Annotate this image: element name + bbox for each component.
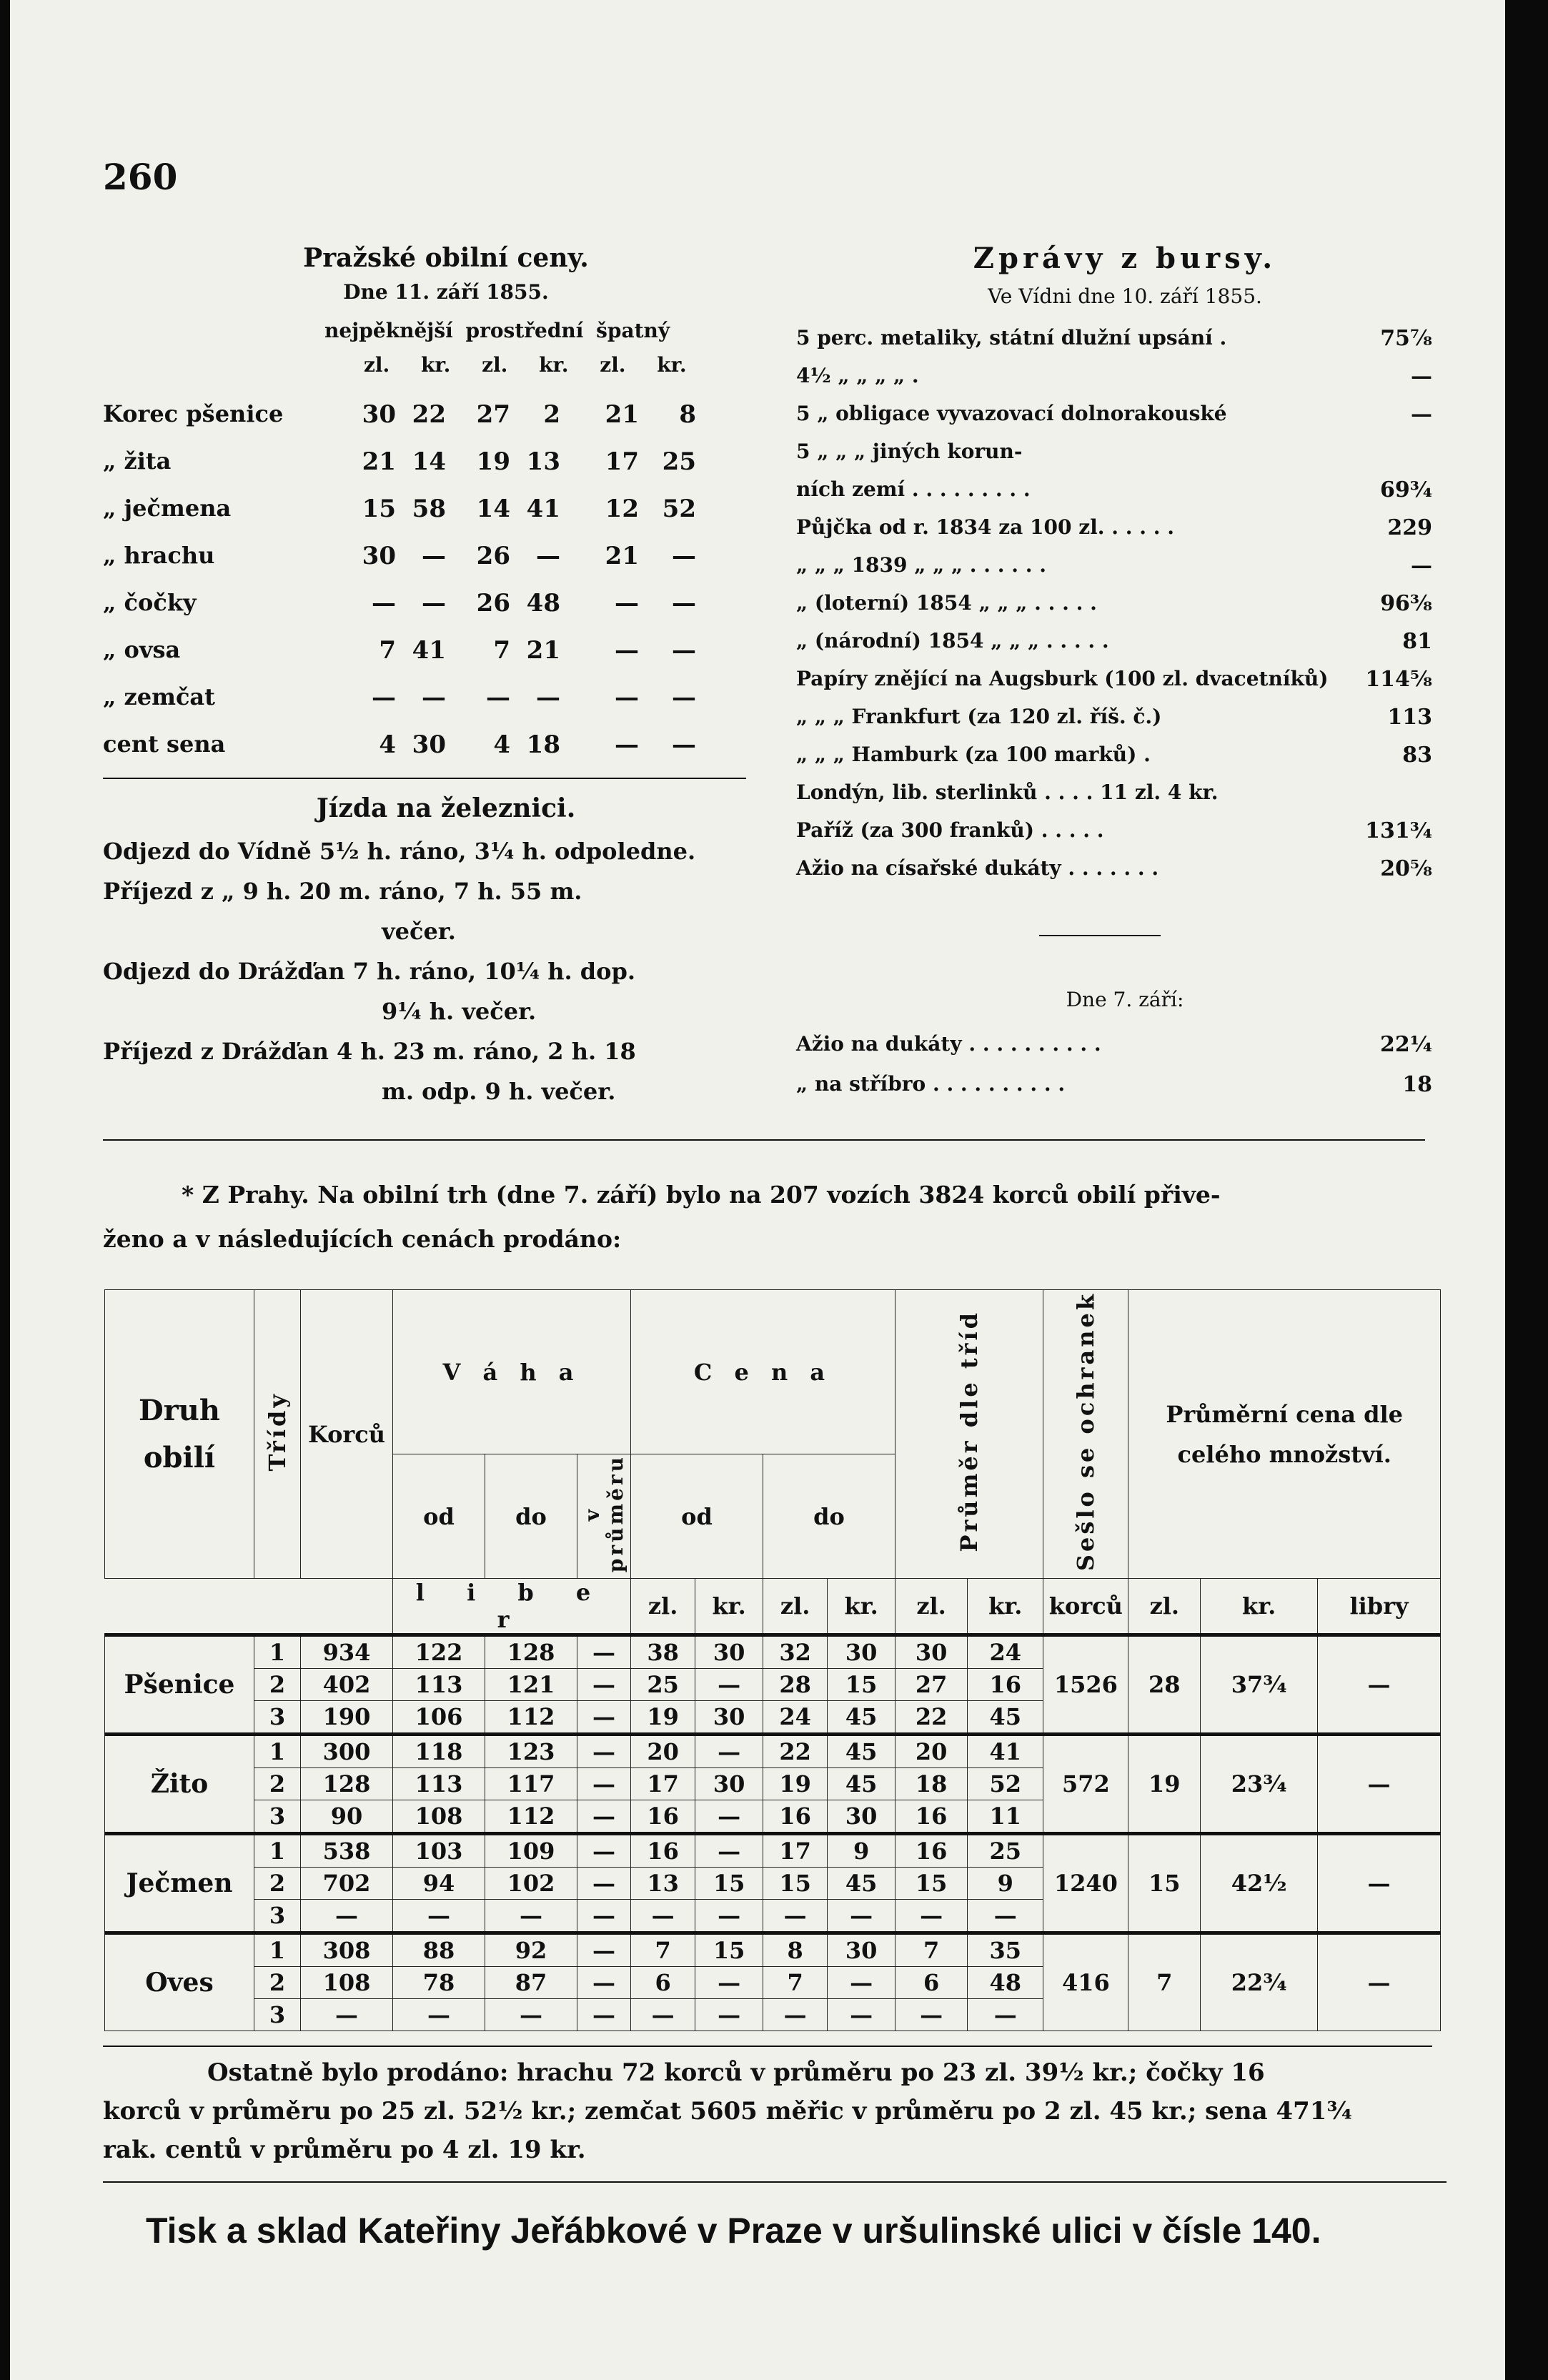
imprint: Tisk a sklad Kateřiny Jeřábkové v Praze v uršulinské ulici v čísle 140.: [146, 2211, 1321, 2251]
table-cell: 6: [895, 1967, 968, 1999]
grain-value: 41: [412, 636, 446, 665]
table-summary: —: [1318, 1834, 1441, 1933]
table-cell: 538: [301, 1834, 393, 1868]
spacer: [105, 1579, 393, 1635]
table-cell: 15: [763, 1868, 828, 1900]
table-cell: 25: [968, 1834, 1043, 1868]
table-cell: 308: [301, 1933, 393, 1967]
rail-line: Příjezd z „ 9 h. 20 m. ráno, 7 h. 55 m.: [103, 878, 582, 905]
table-summary: 22¾: [1201, 1933, 1318, 2031]
divider: [103, 2181, 1447, 2183]
bourse-value: —: [1411, 364, 1432, 389]
table-summary: 23¾: [1201, 1735, 1318, 1834]
grain-value: —: [372, 589, 396, 618]
grain-value: 30: [362, 542, 396, 570]
grain-value: —: [486, 683, 510, 712]
grain-value: —: [372, 683, 396, 712]
bourse-value: 229: [1387, 515, 1432, 540]
table-cell: 30: [895, 1635, 968, 1669]
grain-value: —: [615, 589, 639, 618]
grain-name: Žito: [105, 1735, 254, 1834]
table-summary: 1240: [1043, 1834, 1128, 1933]
bourse-value: 69¾: [1379, 477, 1432, 502]
table-cell: 19: [631, 1701, 695, 1735]
table-summary: 19: [1128, 1735, 1201, 1834]
table-summary: 28: [1128, 1635, 1201, 1735]
header-vaha: V á h a: [393, 1290, 631, 1454]
table-cell: —: [577, 1967, 631, 1999]
table-cell: 122: [393, 1635, 485, 1669]
table-cell: 35: [968, 1933, 1043, 1967]
table-cell: —: [695, 1834, 763, 1868]
table-cell: 28: [763, 1669, 828, 1701]
table-cell: 94: [393, 1868, 485, 1900]
table-cell: 190: [301, 1701, 393, 1735]
table-cell: 41: [968, 1735, 1043, 1768]
table-cell: —: [577, 1635, 631, 1669]
header-od: od: [393, 1454, 485, 1579]
grain-value: 58: [412, 495, 446, 523]
bourse-text: „ „ „ Frankfurt (za 120 zl. říš. č.): [796, 705, 1162, 728]
grain-value: 4: [379, 730, 396, 759]
table-cell: 128: [301, 1768, 393, 1800]
grain-name: Pšenice: [105, 1635, 254, 1735]
table-cell: 87: [485, 1967, 577, 1999]
bourse-value: 20⅝: [1380, 856, 1432, 881]
table-cell: 30: [695, 1768, 763, 1800]
table-summary: 15: [1128, 1834, 1201, 1933]
unit: zl.: [763, 1579, 828, 1635]
grain-label: „ čočky: [103, 589, 197, 616]
grain-value: 21: [526, 636, 560, 665]
table-cell: 16: [968, 1669, 1043, 1701]
table-cell: 702: [301, 1868, 393, 1900]
rail-line: večer.: [382, 918, 456, 945]
grain-head1: nejpěknější prostřední špatný: [324, 319, 670, 342]
table-cell: —: [485, 1900, 577, 1933]
table-cell: 2: [254, 1967, 301, 1999]
divider: [103, 1139, 1425, 1141]
table-cell: 20: [631, 1735, 695, 1768]
table-cell: 45: [828, 1768, 895, 1800]
table-cell: 27: [895, 1669, 968, 1701]
table-cell: 30: [695, 1701, 763, 1735]
table-cell: 16: [895, 1800, 968, 1834]
grain-value: 48: [526, 589, 560, 618]
table-cell: 15: [695, 1933, 763, 1967]
table-cell: 128: [485, 1635, 577, 1669]
table-cell: 7: [895, 1933, 968, 1967]
table-cell: 1: [254, 1834, 301, 1868]
table-cell: 121: [485, 1669, 577, 1701]
intro-line1: * Z Prahy. Na obilní trh (dne 7. září) bylo na 207 vozích 3824 korců obilí přive-: [182, 1181, 1221, 1209]
table-cell: 45: [828, 1701, 895, 1735]
unit: libry: [1318, 1579, 1441, 1635]
bourse-text: „ „ „ Hamburk (za 100 marků) .: [796, 743, 1151, 766]
grain-value: 30: [362, 400, 396, 429]
table-summary: 1526: [1043, 1635, 1128, 1735]
table-cell: 30: [695, 1635, 763, 1669]
table-cell: 112: [485, 1800, 577, 1834]
table-cell: —: [763, 1999, 828, 2031]
grain-value: —: [672, 636, 696, 665]
grain-value: —: [672, 730, 696, 759]
bourse-value: —: [1411, 402, 1432, 427]
table-cell: 90: [301, 1800, 393, 1834]
intro-line2: ženo a v následujících cenách prodáno:: [103, 1225, 622, 1253]
rail-line: m. odp. 9 h. večer.: [382, 1078, 616, 1105]
footnote-line3: rak. centů v průměru po 4 zl. 19 kr.: [103, 2136, 586, 2164]
table-cell: 402: [301, 1669, 393, 1701]
unit: kr.: [828, 1579, 895, 1635]
table-cell: —: [393, 1900, 485, 1933]
table-row: [105, 1933, 1441, 1967]
table-cell: 2: [254, 1768, 301, 1800]
table-cell: 15: [828, 1669, 895, 1701]
table-cell: 45: [828, 1868, 895, 1900]
grain-value: 26: [476, 589, 510, 618]
table-cell: 3: [254, 1701, 301, 1735]
grain-label: „ ječmena: [103, 495, 232, 522]
table-cell: 15: [695, 1868, 763, 1900]
table-cell: —: [828, 1999, 895, 2031]
table-row: [105, 1735, 1441, 1768]
table-cell: 118: [393, 1735, 485, 1768]
grain-value: 15: [362, 495, 396, 523]
table-cell: —: [577, 1701, 631, 1735]
grain-value: 21: [362, 447, 396, 476]
table-cell: —: [695, 1735, 763, 1768]
header-cena-do: do: [763, 1454, 895, 1579]
table-cell: 6: [631, 1967, 695, 1999]
table-cell: —: [828, 1967, 895, 1999]
page: [10, 0, 1505, 2380]
table-cell: —: [577, 1999, 631, 2031]
bourse-title: Zprávy z bursy.: [973, 242, 1277, 275]
grain-value: 52: [662, 495, 696, 523]
header-prum-cena: Průměrní cena dle celého množství.: [1128, 1290, 1441, 1579]
grain-value: 18: [526, 730, 560, 759]
bourse-text: 5 „ obligace vyvazovací dolnorakouské: [796, 402, 1227, 425]
bourse-text: Ažio na dukáty . . . . . . . . . .: [796, 1032, 1101, 1056]
grain-value: —: [422, 683, 446, 712]
grain-label: cent sena: [103, 730, 226, 758]
table-cell: —: [577, 1834, 631, 1868]
table-cell: 78: [393, 1967, 485, 1999]
grain-value: 8: [679, 400, 696, 429]
grain-value: —: [615, 730, 639, 759]
bourse-text: Londýn, lib. sterlinků . . . . 11 zl. 4 kr.: [796, 780, 1219, 804]
grain-value: 7: [379, 636, 396, 665]
rail-line: Odjezd do Vídně 5½ h. ráno, 3¼ h. odpoledne.: [103, 838, 696, 865]
bourse-value: 113: [1387, 705, 1432, 730]
divider: [103, 778, 746, 779]
bourse-text: 5 perc. metaliky, státní dlužní upsání .: [796, 326, 1227, 349]
grain-value: 7: [493, 636, 510, 665]
table-cell: 103: [393, 1834, 485, 1868]
bourse-value: 81: [1402, 629, 1432, 654]
bourse-text: „ (národní) 1854 „ „ „ . . . . .: [796, 629, 1109, 653]
table-row: [105, 1635, 1441, 1669]
grain-value: —: [536, 542, 560, 570]
table-summary: 42½: [1201, 1834, 1318, 1933]
footnote-line1: Ostatně bylo prodáno: hrachu 72 korců v průměru po 23 zl. 39½ kr.; čočky 16: [207, 2058, 1265, 2087]
grain-value: —: [422, 542, 446, 570]
grain-name: Ječmen: [105, 1834, 254, 1933]
table-cell: 18: [895, 1768, 968, 1800]
table-cell: 3: [254, 1999, 301, 2031]
grain-label: „ zemčat: [103, 683, 215, 710]
table-summary: —: [1318, 1933, 1441, 2031]
grain-value: —: [672, 683, 696, 712]
table-cell: —: [695, 1900, 763, 1933]
table-cell: —: [631, 1900, 695, 1933]
bourse-text: „ na stříbro . . . . . . . . . .: [796, 1072, 1066, 1096]
unit: zl.: [1128, 1579, 1201, 1635]
grain-name: Oves: [105, 1933, 254, 2031]
bourse-text: Ažio na císařské dukáty . . . . . . .: [796, 856, 1159, 880]
grain-value: 21: [605, 542, 639, 570]
table-cell: 2: [254, 1868, 301, 1900]
table-summary: —: [1318, 1635, 1441, 1735]
table-cell: 16: [895, 1834, 968, 1868]
header-seslo: Sešlo se ochranek: [1043, 1290, 1128, 1579]
table-cell: —: [577, 1735, 631, 1768]
table-cell: 123: [485, 1735, 577, 1768]
table-cell: —: [695, 1967, 763, 1999]
table-cell: 102: [485, 1868, 577, 1900]
table-cell: —: [393, 1999, 485, 2031]
table-cell: 22: [763, 1735, 828, 1768]
bourse-text: ních zemí . . . . . . . . .: [796, 477, 1031, 501]
table-summary: —: [1318, 1735, 1441, 1834]
grain-value: —: [615, 683, 639, 712]
rail-title: Jízda na železnici.: [316, 793, 576, 823]
table-cell: —: [695, 1800, 763, 1834]
grain-date: Dne 11. září 1855.: [343, 280, 549, 304]
table-cell: 22: [895, 1701, 968, 1735]
unit: kr.: [695, 1579, 763, 1635]
table-summary: 7: [1128, 1933, 1201, 2031]
bourse-subtitle: Ve Vídni dne 10. září 1855.: [988, 284, 1262, 308]
table-cell: 45: [968, 1701, 1043, 1735]
table-cell: —: [577, 1800, 631, 1834]
header-korcu: Korců: [301, 1290, 393, 1579]
grain-value: —: [422, 589, 446, 618]
table-cell: 8: [763, 1933, 828, 1967]
table-summary: 37¾: [1201, 1635, 1318, 1735]
table-cell: 113: [393, 1768, 485, 1800]
grain-value: 26: [476, 542, 510, 570]
header-tridy: Třídy: [254, 1290, 301, 1579]
bourse-value: 131¾: [1365, 818, 1432, 843]
table-cell: 9: [828, 1834, 895, 1868]
table-cell: —: [695, 1999, 763, 2031]
table-cell: 24: [968, 1635, 1043, 1669]
header-cena: C e n a: [631, 1290, 895, 1454]
header-prumer: Průměr dle tříd: [895, 1290, 1043, 1579]
table-cell: 7: [763, 1967, 828, 1999]
table-cell: 15: [895, 1868, 968, 1900]
grain-value: 22: [412, 400, 446, 429]
grain-head2: zl. kr. zl. kr. zl. kr.: [364, 353, 687, 377]
table-cell: 30: [828, 1635, 895, 1669]
table-cell: —: [895, 1999, 968, 2031]
table-row: [105, 1834, 1441, 1868]
table-cell: —: [895, 1900, 968, 1933]
bourse-text: 5 „ „ „ jiných korun-: [796, 440, 1023, 463]
table-cell: 38: [631, 1635, 695, 1669]
table-cell: 9: [968, 1868, 1043, 1900]
table-cell: 16: [631, 1834, 695, 1868]
grain-value: 2: [543, 400, 560, 429]
rail-line: 9¼ h. večer.: [382, 998, 537, 1025]
grain-value: 14: [476, 495, 510, 523]
grain-label: „ žita: [103, 447, 172, 475]
grain-value: 14: [412, 447, 446, 476]
bourse-value: 18: [1402, 1072, 1432, 1097]
page-number: 260: [103, 156, 178, 198]
table-cell: —: [577, 1768, 631, 1800]
header-vprumeru: v průměru: [577, 1454, 631, 1579]
grain-value: 41: [526, 495, 560, 523]
table-cell: 108: [393, 1800, 485, 1834]
table-cell: 3: [254, 1800, 301, 1834]
unit: zl.: [895, 1579, 968, 1635]
unit: kr.: [1201, 1579, 1318, 1635]
grain-value: —: [672, 589, 696, 618]
table-cell: 300: [301, 1735, 393, 1768]
header-druh: Druh obilí: [105, 1290, 254, 1579]
rail-line: Příjezd z Drážďan 4 h. 23 m. ráno, 2 h. 18: [103, 1038, 636, 1065]
grain-value: —: [615, 636, 639, 665]
table-cell: 92: [485, 1933, 577, 1967]
table-cell: 48: [968, 1967, 1043, 1999]
grain-value: 17: [605, 447, 639, 476]
bourse-text: Papíry znějící na Augsburk (100 zl. dvacetníků): [796, 667, 1329, 690]
table-cell: 25: [631, 1669, 695, 1701]
table-cell: 1: [254, 1635, 301, 1669]
bourse-text: Paříž (za 300 franků) . . . . .: [796, 818, 1104, 842]
table-cell: 30: [828, 1933, 895, 1967]
table-cell: —: [968, 1900, 1043, 1933]
table-cell: 3: [254, 1900, 301, 1933]
unit: zl.: [631, 1579, 695, 1635]
table-cell: 7: [631, 1933, 695, 1967]
table-cell: 109: [485, 1834, 577, 1868]
grain-title: Pražské obilní ceny.: [303, 243, 589, 273]
table-cell: 13: [631, 1868, 695, 1900]
table-cell: 113: [393, 1669, 485, 1701]
table-cell: 108: [301, 1967, 393, 1999]
grain-value: 4: [493, 730, 510, 759]
grain-value: —: [536, 683, 560, 712]
table-cell: —: [577, 1933, 631, 1967]
table-cell: —: [763, 1900, 828, 1933]
grain-label: Korec pšenice: [103, 400, 284, 427]
table-cell: 19: [763, 1768, 828, 1800]
footnote-line2: korců v průměru po 25 zl. 52½ kr.; zemčat 5605 měřic v průměru po 2 zl. 45 kr.; sena 471¾: [103, 2097, 1352, 2126]
table-cell: 106: [393, 1701, 485, 1735]
table-cell: 112: [485, 1701, 577, 1735]
grain-value: 30: [412, 730, 446, 759]
header-libre: l i b e r: [393, 1579, 631, 1635]
bourse-text: Půjčka od r. 1834 za 100 zl. . . . . .: [796, 515, 1174, 539]
table-cell: 30: [828, 1800, 895, 1834]
bourse-value: 83: [1402, 743, 1432, 768]
market-table: [104, 1289, 1441, 2031]
bourse-text: 4½ „ „ „ „ .: [796, 364, 919, 387]
table-cell: —: [828, 1900, 895, 1933]
table-summary: 572: [1043, 1735, 1128, 1834]
table-cell: —: [485, 1999, 577, 2031]
grain-value: 12: [605, 495, 639, 523]
table-cell: 32: [763, 1635, 828, 1669]
table-cell: —: [968, 1999, 1043, 2031]
bourse-value: 22¼: [1379, 1032, 1432, 1057]
divider: [1039, 935, 1161, 936]
table-cell: 2: [254, 1669, 301, 1701]
grain-value: 27: [476, 400, 510, 429]
bourse-text: „ „ „ 1839 „ „ „ . . . . . .: [796, 553, 1047, 577]
bourse-value: 114⅝: [1365, 667, 1432, 692]
table-cell: 1: [254, 1933, 301, 1967]
table-cell: 17: [631, 1768, 695, 1800]
table-cell: 17: [763, 1834, 828, 1868]
unit: korců: [1043, 1579, 1128, 1635]
table-cell: 45: [828, 1735, 895, 1768]
grain-value: —: [672, 542, 696, 570]
bourse-value: —: [1411, 553, 1432, 578]
table-cell: —: [577, 1900, 631, 1933]
table-cell: 117: [485, 1768, 577, 1800]
bourse-value: 75⅞: [1380, 326, 1432, 351]
table-cell: —: [695, 1669, 763, 1701]
table-cell: —: [631, 1999, 695, 2031]
table-cell: 16: [763, 1800, 828, 1834]
header-cena-od: od: [631, 1454, 763, 1579]
table-cell: 11: [968, 1800, 1043, 1834]
rail-line: Odjezd do Drážďan 7 h. ráno, 10¼ h. dop.: [103, 958, 636, 985]
grain-value: 13: [526, 447, 560, 476]
bourse-text: „ (loterní) 1854 „ „ „ . . . . .: [796, 591, 1097, 615]
table-cell: 88: [393, 1933, 485, 1967]
table-cell: —: [301, 1900, 393, 1933]
table-cell: 20: [895, 1735, 968, 1768]
table-cell: —: [301, 1999, 393, 2031]
table-cell: 24: [763, 1701, 828, 1735]
bourse-date2: Dne 7. září:: [1066, 988, 1184, 1011]
table-cell: 1: [254, 1735, 301, 1768]
table-cell: 934: [301, 1635, 393, 1669]
grain-label: „ ovsa: [103, 636, 181, 663]
table-cell: 16: [631, 1800, 695, 1834]
table-cell: 52: [968, 1768, 1043, 1800]
unit: kr.: [968, 1579, 1043, 1635]
grain-value: 19: [476, 447, 510, 476]
grain-label: „ hrachu: [103, 542, 215, 569]
grain-value: 25: [662, 447, 696, 476]
table-cell: —: [577, 1669, 631, 1701]
table-summary: 416: [1043, 1933, 1128, 2031]
table-cell: —: [577, 1868, 631, 1900]
bourse-value: 96⅜: [1380, 591, 1432, 616]
header-do: do: [485, 1454, 577, 1579]
divider: [103, 2046, 1432, 2047]
grain-value: 21: [605, 400, 639, 429]
